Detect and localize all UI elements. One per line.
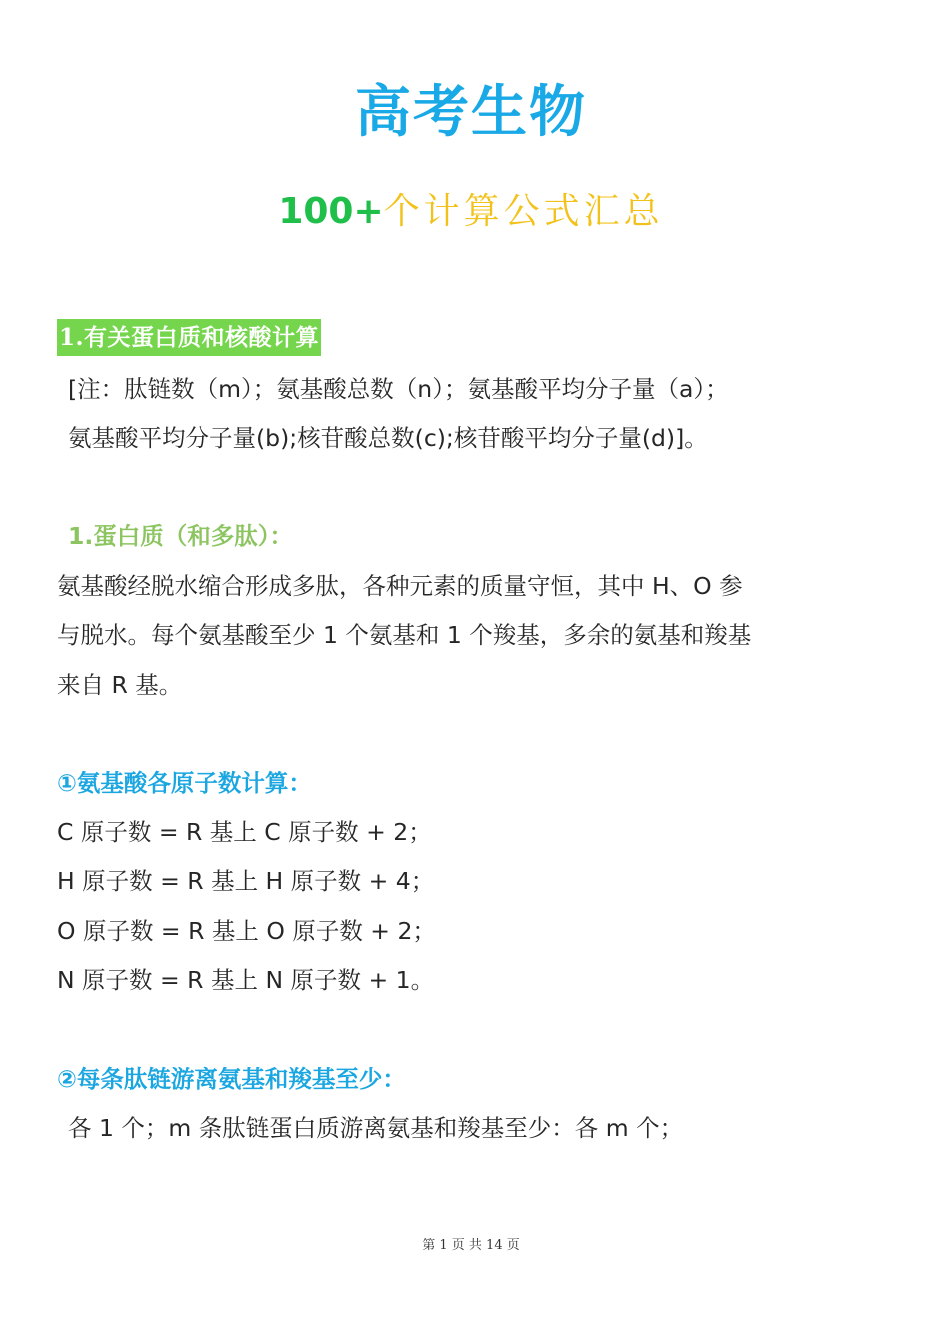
formula-line-n: N 原子数 = R 基上 N 原子数 + 1。 (57, 966, 435, 994)
paragraph-line-2: 与脱水。每个氨基酸至少 1 个氨基和 1 个羧基，多余的氨基和羧基 (57, 621, 752, 649)
subtitle-number: 100+ (278, 191, 384, 232)
subsection-heading-protein: 1.蛋白质（和多肽）： (68, 522, 294, 550)
subtitle-text: 个计算公式汇总 (383, 191, 664, 232)
item-heading-free-groups: ②每条肽链游离氨基和羧基至少： (57, 1065, 406, 1093)
paragraph-line-3: 来自 R 基。 (57, 671, 183, 699)
section-heading: 1.有关蛋白质和核酸计算 (57, 319, 321, 356)
page-title: 高考生物 (355, 80, 587, 145)
item-heading-atom-count: ①氨基酸各原子数计算： (57, 769, 312, 797)
note-line-1: [注：肽链数（m）；氨基酸总数（n）；氨基酸平均分子量（a）； (68, 375, 729, 403)
free-groups-line: 各 1 个；m 条肽链蛋白质游离氨基和羧基至少：各 m 个； (68, 1114, 684, 1142)
paragraph-line-1: 氨基酸经脱水缩合形成多肽，各种元素的质量守恒，其中 H、O 参 (57, 572, 743, 600)
formula-line-o: O 原子数 = R 基上 O 原子数 + 2； (57, 917, 436, 945)
note-line-2: 氨基酸平均分子量(b);核苷酸总数(c);核苷酸平均分子量(d)]。 (68, 424, 708, 452)
page-subtitle (0, 186, 942, 238)
formula-line-c: C 原子数 = R 基上 C 原子数 + 2； (57, 818, 432, 846)
page-number-footer: 第 1 页 共 14 页 (422, 1238, 520, 1253)
formula-line-h: H 原子数 = R 基上 H 原子数 + 4； (57, 867, 435, 895)
